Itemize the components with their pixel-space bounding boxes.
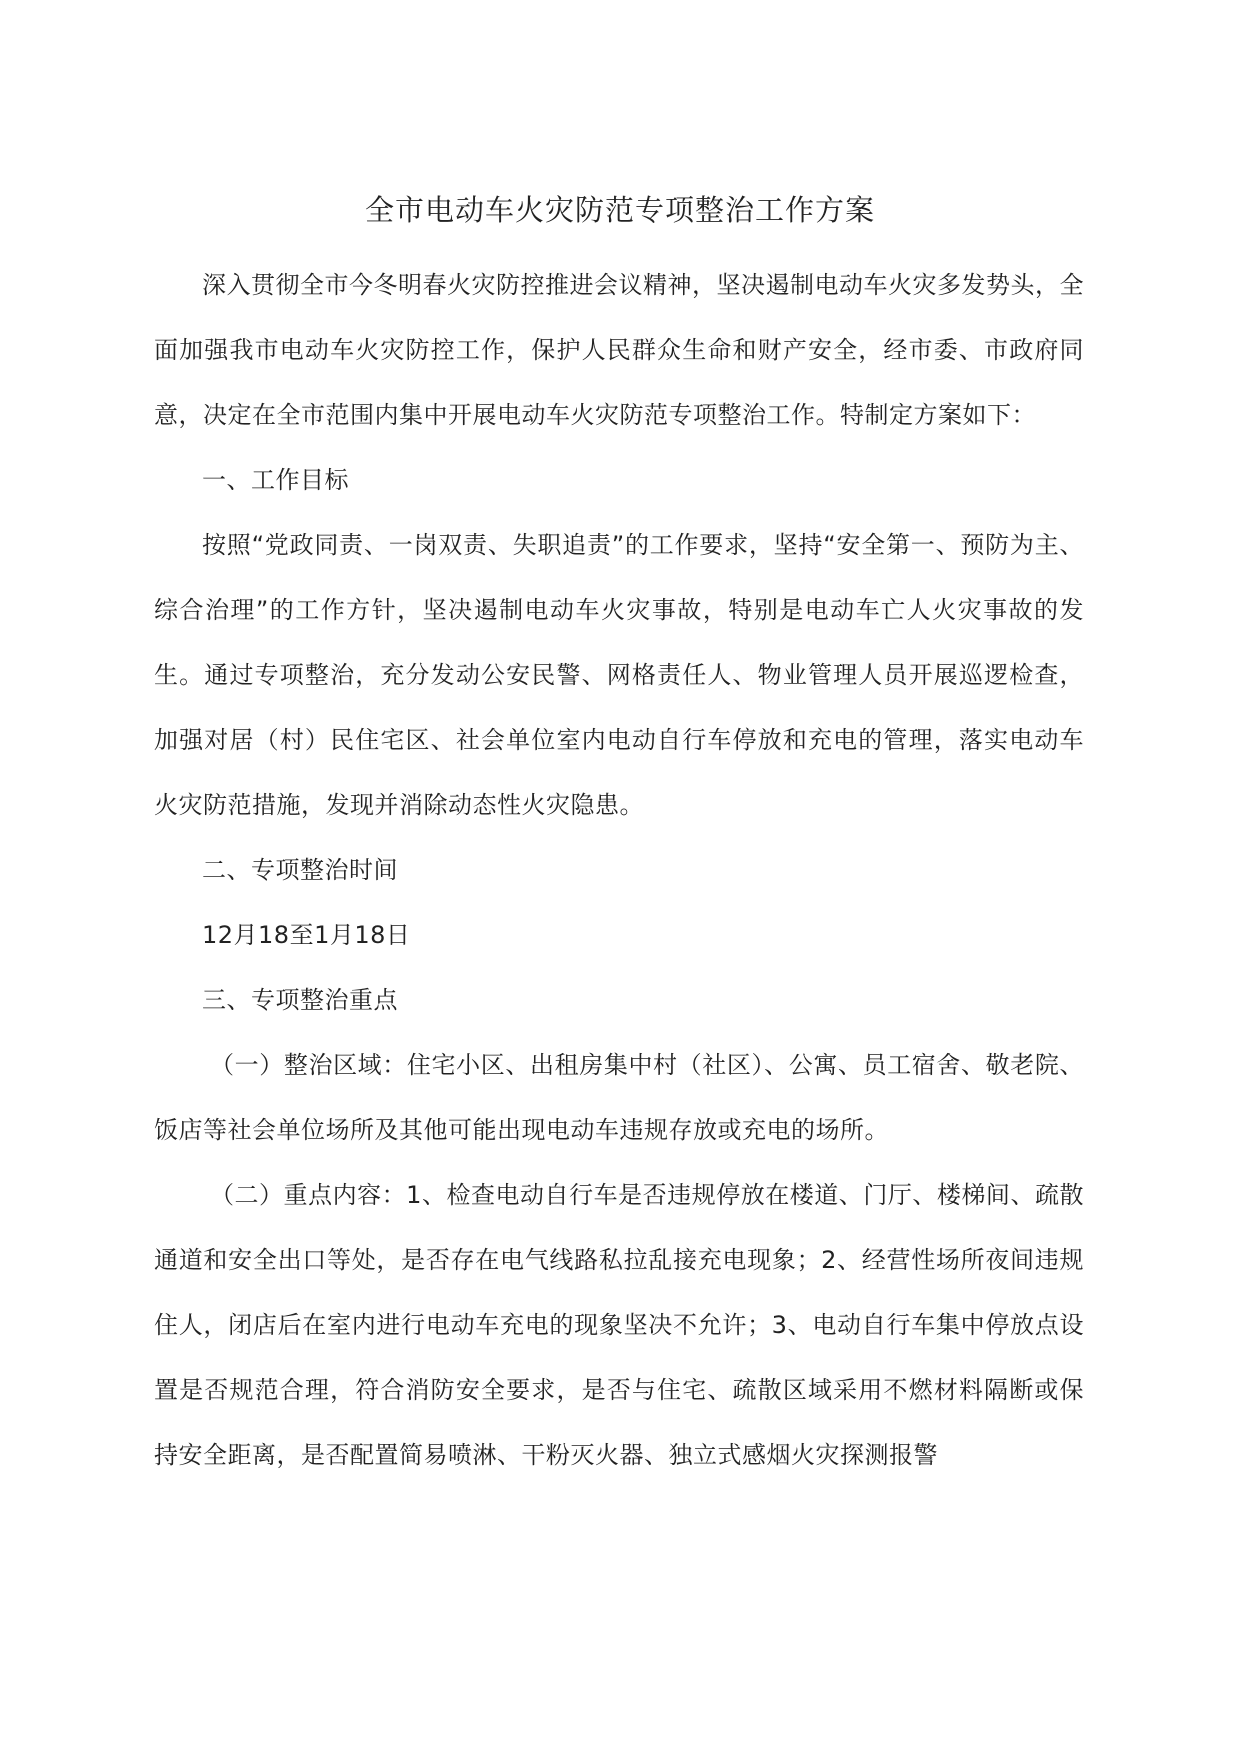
- focus-area-paragraph: （一）整治区域：住宅小区、出租房集中村（社区）、公寓、员工宿舍、敬老院、饭店等社会单位场所及其他可能出现电动车违规存放或充电的场所。: [154, 1051, 1084, 1144]
- section-heading-time: 二、专项整治时间: [202, 856, 398, 884]
- section-heading-goals: 一、工作目标: [202, 466, 349, 494]
- document-body: [154, 253, 1084, 1488]
- document-title: 全市电动车火灾防范专项整治工作方案: [364, 193, 875, 227]
- time-paragraph: 12月18至1月18日: [202, 921, 411, 949]
- section-heading-focus: 三、专项整治重点: [202, 986, 398, 1014]
- intro-paragraph: 深入贯彻全市今冬明春火灾防控推进会议精神，坚决遏制电动车火灾多发势头，全面加强我市电动车火灾防控工作，保护人民群众生命和财产安全，经市委、市政府同意，决定在全市范围内集中开展电动车火灾防范专项整治工作。特制定方案如下：: [154, 271, 1084, 429]
- focus-content-paragraph: （二）重点内容：1、检查电动自行车是否违规停放在楼道、门厅、楼梯间、疏散通道和安全出口等处，是否存在电气线路私拉乱接充电现象；2、经营性场所夜间违规住人，闭店后在室内进行电动车充电的现象坚决不允许；3、电动自行车集中停放点设置是否规范合理，符合消防安全要求，是否与住宅、疏散区域采用不燃材料隔断或保持安全距离，是否配置简易喷淋、干粉灭火器、独立式感烟火灾探测报警: [154, 1181, 1084, 1469]
- goals-paragraph: 按照“党政同责、一岗双责、失职追责”的工作要求，坚持“安全第一、预防为主、综合治理”的工作方针，坚决遏制电动车火灾事故，特别是电动车亡人火灾事故的发生。通过专项整治，充分发动公安民警、网格责任人、物业管理人员开展巡逻检查，加强对居（村）民住宅区、社会单位室内电动自行车停放和充电的管理，落实电动车火灾防范措施，发现并消除动态性火灾隐患。: [154, 531, 1084, 819]
